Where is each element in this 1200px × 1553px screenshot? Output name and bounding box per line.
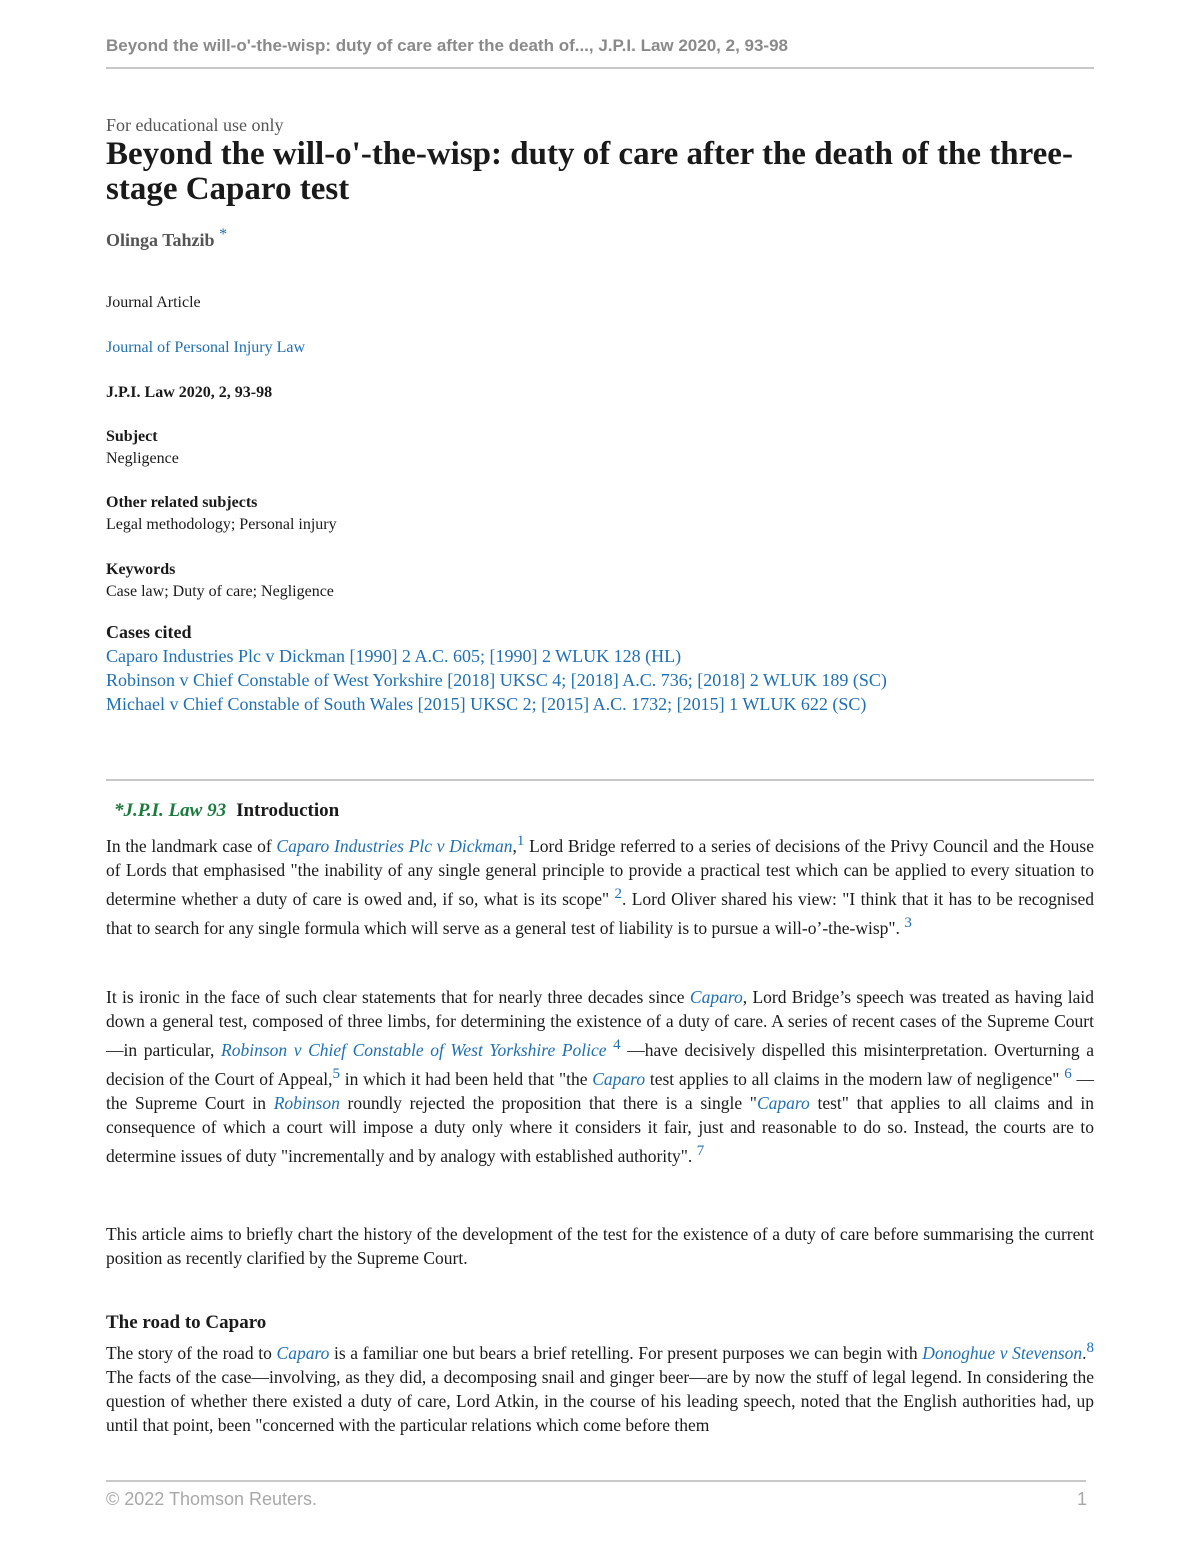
- author-name: Olinga Tahzib: [106, 230, 215, 250]
- case-link-inline[interactable]: Caparo: [756, 1092, 810, 1113]
- footnote-link[interactable]: 2: [614, 885, 622, 902]
- cases-cited-heading: Cases cited: [106, 622, 192, 642]
- case-link-inline[interactable]: Robinson v Chief Constable of West Yorkshire Police: [221, 1039, 607, 1060]
- intro-paragraph-2: It is ironic in the face of such clear statements that for nearly three decades since Caparo, Lord Bridge’s speech was treated as having laid down a general test, composed of three limbs, for determining the existence of a duty of care. A series of recent cases of the Supreme Court—in particular, Robinson v Chief Constable of West Yorkshire Police $^4$ —have decisively dispelled this misinterpretation. Overturning a decision of the Court of Appeal,$^5$ in which it had been held that "the Caparo test applies to all claims in the modern law of negligence" $^6$ —the Supreme Court in Robinson roundly rejected the proposition that there is a single "Caparo test" that applies to all claims and in consequence of which a court will impose a duty only where it considers it fair, just and reasonable to do so. Instead, the courts are to determine issues of duty "incrementally and by analogy with established authority". $^7$: [106, 987, 1095, 1166]
- case-link-robinson[interactable]: Robinson v Chief Constable of West Yorkshire [2018] UKSC 4; [2018] A.C. 736; [2018] 2 WLUK 189 (SC): [106, 670, 887, 690]
- related-subjects-label: Other related subjects: [106, 494, 258, 511]
- footnote-link[interactable]: 5: [332, 1065, 341, 1082]
- copyright: © 2022 Thomson Reuters.: [106, 1489, 318, 1509]
- case-link-michael[interactable]: Michael v Chief Constable of South Wales [2015] UKSC 2; [2015] A.C. 1732; [2015] 1 WLUK 622 (SC): [106, 694, 867, 714]
- page-number: 1: [1077, 1489, 1088, 1509]
- intro-paragraph-1: In the landmark case of Caparo Industries Plc v Dickman,$^1$ Lord Bridge referred to a series of decisions of the Privy Council and the House of Lords that emphasised "the inability of any single general principle to provide a practical test which can be applied to every situation to determine whether a duty of care is owed and, if so, what is its scope" $^2$. Lord Oliver shared his view: "I think that it has to be recognised that to search for any single formula which will serve as a general test of liability is to pursue a will-o’-the-wisp". $^3$: [106, 833, 1094, 938]
- keywords-value: Case law; Duty of care; Negligence: [106, 583, 334, 600]
- footnote-link[interactable]: 8: [1086, 1340, 1094, 1356]
- section-divider: [106, 779, 1094, 781]
- subject-value: Negligence: [106, 450, 179, 467]
- case-link-inline[interactable]: Robinson: [273, 1092, 340, 1113]
- citation: J.P.I. Law 2020, 2, 93-98: [106, 384, 273, 401]
- introduction-heading: [114, 800, 339, 822]
- road-paragraph-1: The story of the road to Caparo is a familiar one but bears a brief retelling. For present purposes we can begin with Donoghue v Stevenson.$^8$ The facts of the case—involving, as they did, a decomposing snail and ginger beer—are by now the stuff of legal legend. In considering the question of whether there existed a duty of care, Lord Atkin, in the course of his leading speech, noted that the English authorities had, up until that point, been "concerned with the particular relations which come before them: [106, 1340, 1094, 1435]
- intro-paragraph-3: This article aims to briefly chart the history of the development of the test for the existence of a duty of care before summarising the current position as recently clarified by the Supreme Court.: [106, 1224, 1094, 1268]
- footnote-link[interactable]: 4: [613, 1037, 621, 1053]
- case-link-inline[interactable]: Caparo: [276, 1342, 330, 1363]
- introduction-heading-text: Introduction: [236, 800, 340, 821]
- case-link-caparo[interactable]: Caparo Industries Plc v Dickman [1990] 2 A.C. 605; [1990] 2 WLUK 128 (HL): [106, 646, 682, 666]
- author-line: [106, 226, 227, 251]
- star-page-marker: *J.P.I. Law 93: [114, 800, 227, 821]
- journal-link[interactable]: Journal of Personal Injury Law: [106, 339, 306, 356]
- educational-use-note: For educational use only: [106, 115, 284, 135]
- footnote-link[interactable]: 6: [1064, 1065, 1072, 1082]
- footnote-link[interactable]: 3: [904, 914, 912, 931]
- case-link-inline[interactable]: Caparo: [592, 1068, 646, 1089]
- footnote-link[interactable]: 7: [696, 1142, 705, 1159]
- header-divider: [106, 67, 1094, 69]
- author-footnote-link[interactable]: *: [219, 226, 228, 243]
- running-header: Beyond the will-o'-the-wisp: duty of care after the death of..., J.P.I. Law 2020, 2, 93-98: [106, 36, 789, 55]
- subject-label: Subject: [106, 428, 158, 445]
- footnote-link[interactable]: 1: [516, 833, 525, 849]
- keywords-label: Keywords: [106, 561, 176, 578]
- road-to-caparo-heading: The road to Caparo: [106, 1312, 267, 1333]
- case-link-inline[interactable]: Caparo Industries Plc v Dickman: [276, 835, 513, 856]
- case-link-inline[interactable]: Caparo: [689, 987, 743, 1007]
- document-type: Journal Article: [106, 294, 201, 311]
- article-title: Beyond the will-o'-the-wisp: duty of care after the death of the three-stage Caparo test: [106, 136, 1073, 207]
- footer-divider: [106, 1480, 1086, 1482]
- case-link-inline[interactable]: Donoghue v Stevenson: [922, 1342, 1083, 1363]
- related-subjects-value: Legal methodology; Personal injury: [106, 516, 337, 533]
